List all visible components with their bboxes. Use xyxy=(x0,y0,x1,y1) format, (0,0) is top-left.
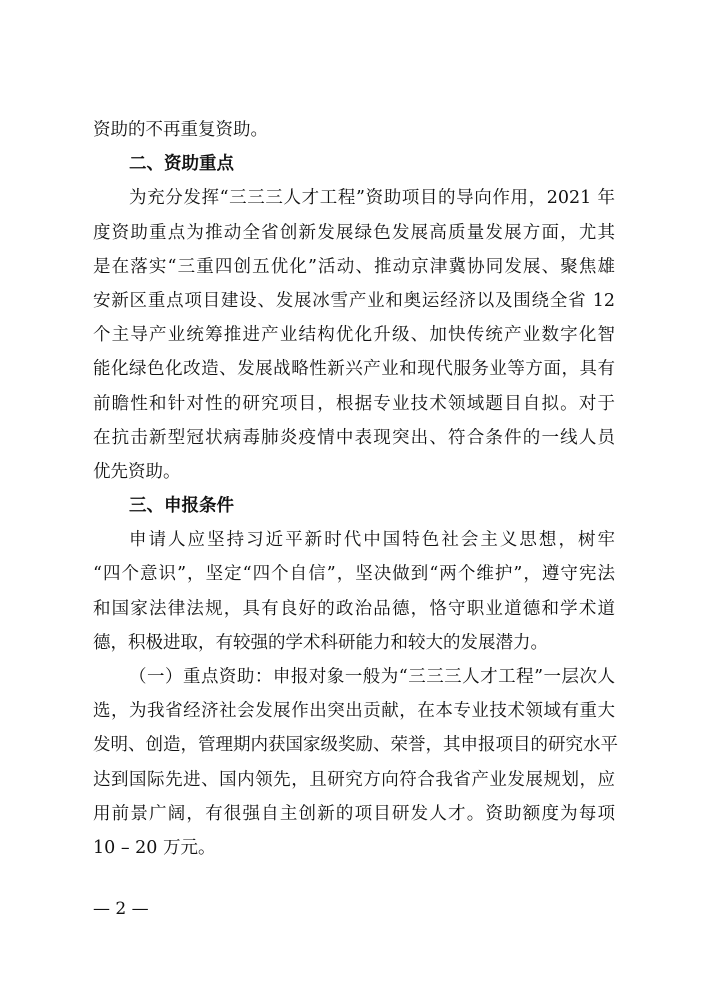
paragraph-line: 用前景广阔，有很强自主创新的项目研发人才。资助额度为每项 xyxy=(93,803,615,824)
paragraph-line: 在抗击新型冠状病毒肺炎疫情中表现突出、符合条件的一线人员 xyxy=(93,427,615,448)
paragraph-line: 安新区重点项目建设、发展冰雪产业和奥运经济以及围绕全省 12 xyxy=(93,290,615,311)
body-line: 资助的不再重复资助。 xyxy=(93,120,268,140)
paragraph-line: 和国家法律法规，具有良好的政治品德，恪守职业道德和学术道 xyxy=(93,598,615,619)
paragraph-line: 个主导产业统筹推进产业结构优化升级、加快传统产业数字化智 xyxy=(93,325,615,346)
paragraph-line: 为充分发挥“三三三人才工程”资助项目的导向作用，2021 年 xyxy=(129,188,615,209)
paragraph-line: 10 – 20 万元。 xyxy=(93,837,216,858)
paragraph-line: “四个意识”，坚定“四个自信”，坚决做到“两个维护”，遵守宪法 xyxy=(93,564,615,585)
paragraph-line: 能化绿色化改造、发展战略性新兴产业和现代服务业等方面，具有 xyxy=(93,359,615,380)
section-heading: 二、资助重点 xyxy=(129,154,234,175)
page-number: — 2 — xyxy=(93,899,149,919)
paragraph-line: 前瞻性和针对性的研究项目，根据专业技术领域题目自拟。对于 xyxy=(93,393,615,414)
paragraph-line: 是在落实“三重四创五优化”活动、推动京津冀协同发展、聚焦雄 xyxy=(93,256,615,277)
document-page xyxy=(93,113,618,865)
paragraph-line: 申请人应坚持习近平新时代中国特色社会主义思想，树牢 xyxy=(129,530,615,551)
paragraph-line: 达到国际先进、国内领先，且研究方向符合我省产业发展规划，应 xyxy=(93,769,615,790)
paragraph-line: 发明、创造，管理期内获国家级奖励、荣誉，其申报项目的研究水平 xyxy=(93,735,618,756)
paragraph-line: 度资助重点为推动全省创新发展绿色发展高质量发展方面，尤其 xyxy=(93,222,615,243)
paragraph-line: 优先资助。 xyxy=(93,461,181,482)
paragraph-line: （一）重点资助：申报对象一般为“三三三人才工程”一层次人 xyxy=(129,667,615,687)
paragraph-line: 选，为我省经济社会发展作出突出贡献，在本专业技术领域有重大 xyxy=(93,701,615,722)
paragraph-line: 德，积极进取，有较强的学术科研能力和较大的发展潜力。 xyxy=(93,632,548,653)
section-heading: 三、申报条件 xyxy=(129,496,234,517)
